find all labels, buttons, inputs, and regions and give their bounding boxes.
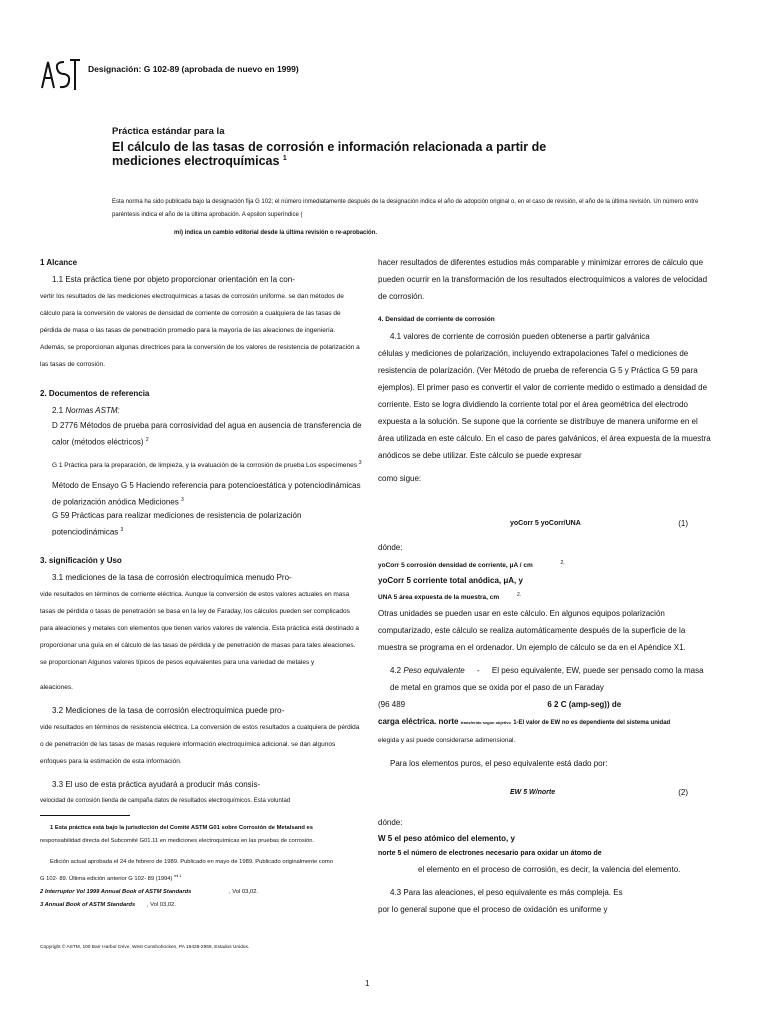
section-4-2-text: El peso equivalente, EW, puede ser pensado como la masa de metal en gramos que se oxida por el paso de un Faraday <box>390 666 704 693</box>
equation-2 <box>378 784 714 808</box>
publication-note-2: mi) indica un cambio editorial desde la última revisión o re-aprobación. <box>174 230 378 236</box>
section-2-1-num: 2.1 <box>52 406 64 415</box>
definition-area-text: UNA 5 área expuesta de la muestra, cm <box>378 594 500 602</box>
reference-d2776-sup: 2 <box>145 437 149 443</box>
reference-g59-text: G 59 Prácticas para realizar mediciones de resistencia de polarización potenciodinámicas <box>52 511 302 538</box>
reference-g59 <box>40 509 362 540</box>
section-1-heading: 1 Alcance <box>40 258 78 267</box>
definition-current-density-text: yoCorr 5 corrosión densidad de corriente, μA / cm <box>378 562 533 570</box>
section-3-1-body: vide resultados en términos de corriente eléctrica. Aunque la conversión de estos valores actuales en masa tasas de pérdida o tasas de penetración se basa en la ley de Faraday, los cálculos pueden ser complicados para aleaciones y metales con elementos que tienen varios valores de valencia. Esta práctica está destinado a proporcionar una guía en el cálculo de las tasas de pérdida y de penetración de masas para tales aleaciones. se proporcionan Algunos valores típicos de pesos equivalentes para una variedad de metales y <box>40 591 360 667</box>
section-4-2-title: Peso equivalente <box>403 666 465 676</box>
section-3-1-start: 3.1 mediciones de la tasa de corrosión electroquímica menudo Pro- <box>52 573 292 583</box>
section-4-1-end: como sigue: <box>378 474 422 483</box>
continuation-paragraph: hacer resultados de diferentes estudios más comparable y minimizar errores de cálculo que pueden ocurrir en la transformación de los resultados electroquímicos a valores de velocidad de corrosión. <box>378 258 708 301</box>
right-column <box>378 254 714 918</box>
section-4-3-body: por lo general supone que el proceso de oxidación es uniforme y <box>378 905 608 915</box>
section-4-1-body: células y mediciones de polarización, incluyendo extrapolaciones Tafel o mediciones de resistencia de polarización. (Ver Método de prueba de referencia G 5 y Práctica G 59 para ejemplos). El primer paso es convertir el valor de corriente medido o estimado a densidad de corriente. Esto se logra dividiendo la corriente total por el área geométrica del electrodo expuesta a la solución. Se supone que la corriente se distribuye de manera uniforme en el área utilizada en este cálculo. En el caso de pares galvánicos, el área expuesta de la muestra anódicos se debe utilizar. Este cálculo se puede expresar <box>378 349 711 460</box>
section-1-1-body: vertir los resultados de las mediciones electroquímicas a tasas de corrosión uniforme. se dan métodos de cálculo para la conversión de valores de densidad de corriente de corrosión a cualquiera de las tasas de pérdida de masa o las tasas de penetración promedio para la mayoría de las aleaciones de ingeniería. Además, se proporcionan algunas directrices para la conversión de los valores de resistencia de polarización a las tasas de corrosión. <box>40 293 360 368</box>
footnote-3 <box>40 869 362 886</box>
section-4-3-start: 4.3 Para las aleaciones, el peso equivalente es más compleja. Es <box>390 888 623 898</box>
copyright-notice: Copyright © ASTM, 100 Barr Harbor Drive, West Conshohocken, PA 19428-2959, Estados Unidos. <box>40 945 250 950</box>
equation-2-expression: EW 5 W/norte <box>510 789 556 797</box>
footnote-5-text: 3 Annual Book of ASTM Standards <box>40 901 136 908</box>
faraday-constant-unit: 6 2 C (amp-seg)) de <box>547 700 622 710</box>
footnote-4 <box>40 886 362 899</box>
footnote-3-text: G 102- 89. Última edición anterior G 102- 89 (1994) <box>40 875 173 882</box>
pure-elements-paragraph: Para los elementos puros, el peso equivalente está dado por: <box>390 759 608 769</box>
definition-electrons: norte 5 el número de electrones necesario para oxidar un átomo de <box>378 850 602 858</box>
title-footnote-ref: 1 <box>282 155 287 162</box>
section-2-heading: 2. Documentos de referencia <box>40 389 150 398</box>
footnote-1a: 1 Esta práctica está bajo la jurisdicción del Comité ASTM G01 sobre Corrosión de Metalsand es <box>50 825 313 831</box>
faraday-constant-value: (96 489 <box>378 700 406 710</box>
reference-g1-sup: 3 <box>358 459 362 466</box>
pretitle: Práctica estándar para la <box>112 126 225 137</box>
paragraph-other-units: Otras unidades se pueden usar en este cálculo. En algunos equipos polarización computarizado, este cálculo se realiza automáticamente después de la superficie de la muestra se programa en el ordenador. Un ejemplo de cálculo se da en el Apéndice X1. <box>378 609 686 653</box>
dimensionless-note: elegida y así puede considerarse adimensional. <box>378 737 516 745</box>
equation-1-expression: yoCorr 5 yoCorr/UNA <box>510 520 581 527</box>
section-3-2-body: vide resultados en términos de resistencia eléctrica. La conversión de estos resultados a cualquiera de pérdida o de penetración de las tasas de masas requiere información electroquímica adicional. se dan algunos enfoques para la estimación de esta información. <box>40 724 360 766</box>
definition-current-density <box>378 556 714 573</box>
charge-note <box>378 713 714 732</box>
definition-area-sup: 2. <box>516 592 522 599</box>
footnote-3-sup: mi 1 <box>174 873 182 878</box>
document-title <box>112 141 582 167</box>
reference-g5-sup: 3 <box>180 496 184 503</box>
reference-g59-sup: 3 <box>120 527 124 534</box>
definition-area <box>378 588 714 605</box>
section-4-heading: 4. Densidad de corriente de corrosión <box>378 316 495 323</box>
where-label-2: dónde: <box>378 818 403 828</box>
equation-2-number: (2) <box>678 788 688 798</box>
publication-note: Esta norma ha sido publicada bajo la designación fija G 102; el número inmediatamente después de la designación indica el año de adopción original o, en el caso de revisión, el año de la última revisión. Un número entre paréntesis indica el año de la última aprobación. A epsilon superíndice ( <box>112 199 699 218</box>
definition-total-current: yoCorr 5 corriente total anódica, μA, y <box>378 576 523 586</box>
section-4-2-num: 4.2 <box>390 666 402 676</box>
section-3-heading: 3. significación y Uso <box>40 556 122 566</box>
footnote-separator <box>40 815 130 816</box>
section-4-2-dash: - <box>476 666 480 676</box>
section-3-3-start: 3.3 El uso de esta práctica ayudará a producir más consis- <box>52 780 261 790</box>
designation: Designación: G 102-89 (aprobada de nuevo en 1999) <box>88 64 299 74</box>
section-3-2-start: 3.2 Mediciones de la tasa de corrosión electroquímica puede pro- <box>52 706 285 716</box>
definition-atomic-weight: W 5 el peso atómico del elemento, y <box>378 834 515 844</box>
footnote-4-text: 2 Interruptor Vol 1999 Annual Book of ASTM Standards <box>40 888 192 895</box>
title-text: El cálculo de las tasas de corrosión e información relacionada a partir de mediciones electroquímicas <box>112 140 547 169</box>
reference-g5 <box>40 479 362 510</box>
equation-1 <box>378 515 714 539</box>
charge-note-small: transferido según objetivo <box>460 720 511 726</box>
astm-logo-icon <box>38 54 82 94</box>
astm-logo <box>38 54 82 94</box>
footnote-5-vol: , Vol 03,02. <box>146 901 176 908</box>
section-3-1-end: aleaciones. <box>40 684 73 692</box>
reference-g5-text: Método de Ensayo G 5 Haciendo referencia para potencioestática y potenciodinámicas de polarización anódica Mediciones <box>52 480 361 507</box>
footnotes <box>40 822 362 912</box>
faraday-constant <box>378 696 714 713</box>
footnote-4-vol: , Vol 03,02. <box>229 888 259 895</box>
footnote-2: Edición actual aprobada el 24 de febrero de 1989. Publicado en mayo de 1989. Publicado originalmente como <box>50 859 333 865</box>
footnote-5 <box>40 899 362 912</box>
section-3-3-body: velocidad de corrosión tienda de campaña datos de resultados electroquímicos. Esta voluntad <box>40 798 291 805</box>
left-column <box>40 254 362 810</box>
reference-g1-text: G 1 Práctica para la preparación, de limpieza, y la evaluación de la corrosión de prueba Los especímenes <box>52 461 357 469</box>
page-number: 1 <box>365 979 370 988</box>
section-4-2 <box>378 662 714 696</box>
definition-electrons-cont: el elemento en el proceso de corrosión, es decir, la valencia del elemento. <box>418 865 681 875</box>
section-1-1-start: 1.1 Esta práctica tiene por objeto proporcionar orientación en la con- <box>52 275 295 284</box>
where-label-1: dónde: <box>378 543 403 552</box>
charge-note-ew: 1-El valor de EW no es dependiente del sistema unidad <box>513 720 671 727</box>
section-4-1-start: 4.1 valores de corriente de corrosión pueden obtenerse a partir galvánica <box>390 332 650 341</box>
section-2-1 <box>40 402 362 419</box>
reference-d2776 <box>40 419 362 450</box>
definition-current-density-sup: 2, <box>560 560 565 566</box>
reference-d2776-text: D 2776 Métodos de prueba para corrosividad del agua en ausencia de transferencia de calor (métodos eléctricos) <box>52 421 362 447</box>
footnote-1b: responsabilidad directa del Subcomité G01.11 en mediciones electroquímicas en las pruebas de corrosión. <box>40 838 315 844</box>
equation-1-number: (1) <box>678 519 688 528</box>
reference-g1 <box>40 456 362 473</box>
charge-note-text: carga eléctrica. norte <box>378 717 459 727</box>
section-2-1-title: Normas ASTM: <box>65 406 120 415</box>
